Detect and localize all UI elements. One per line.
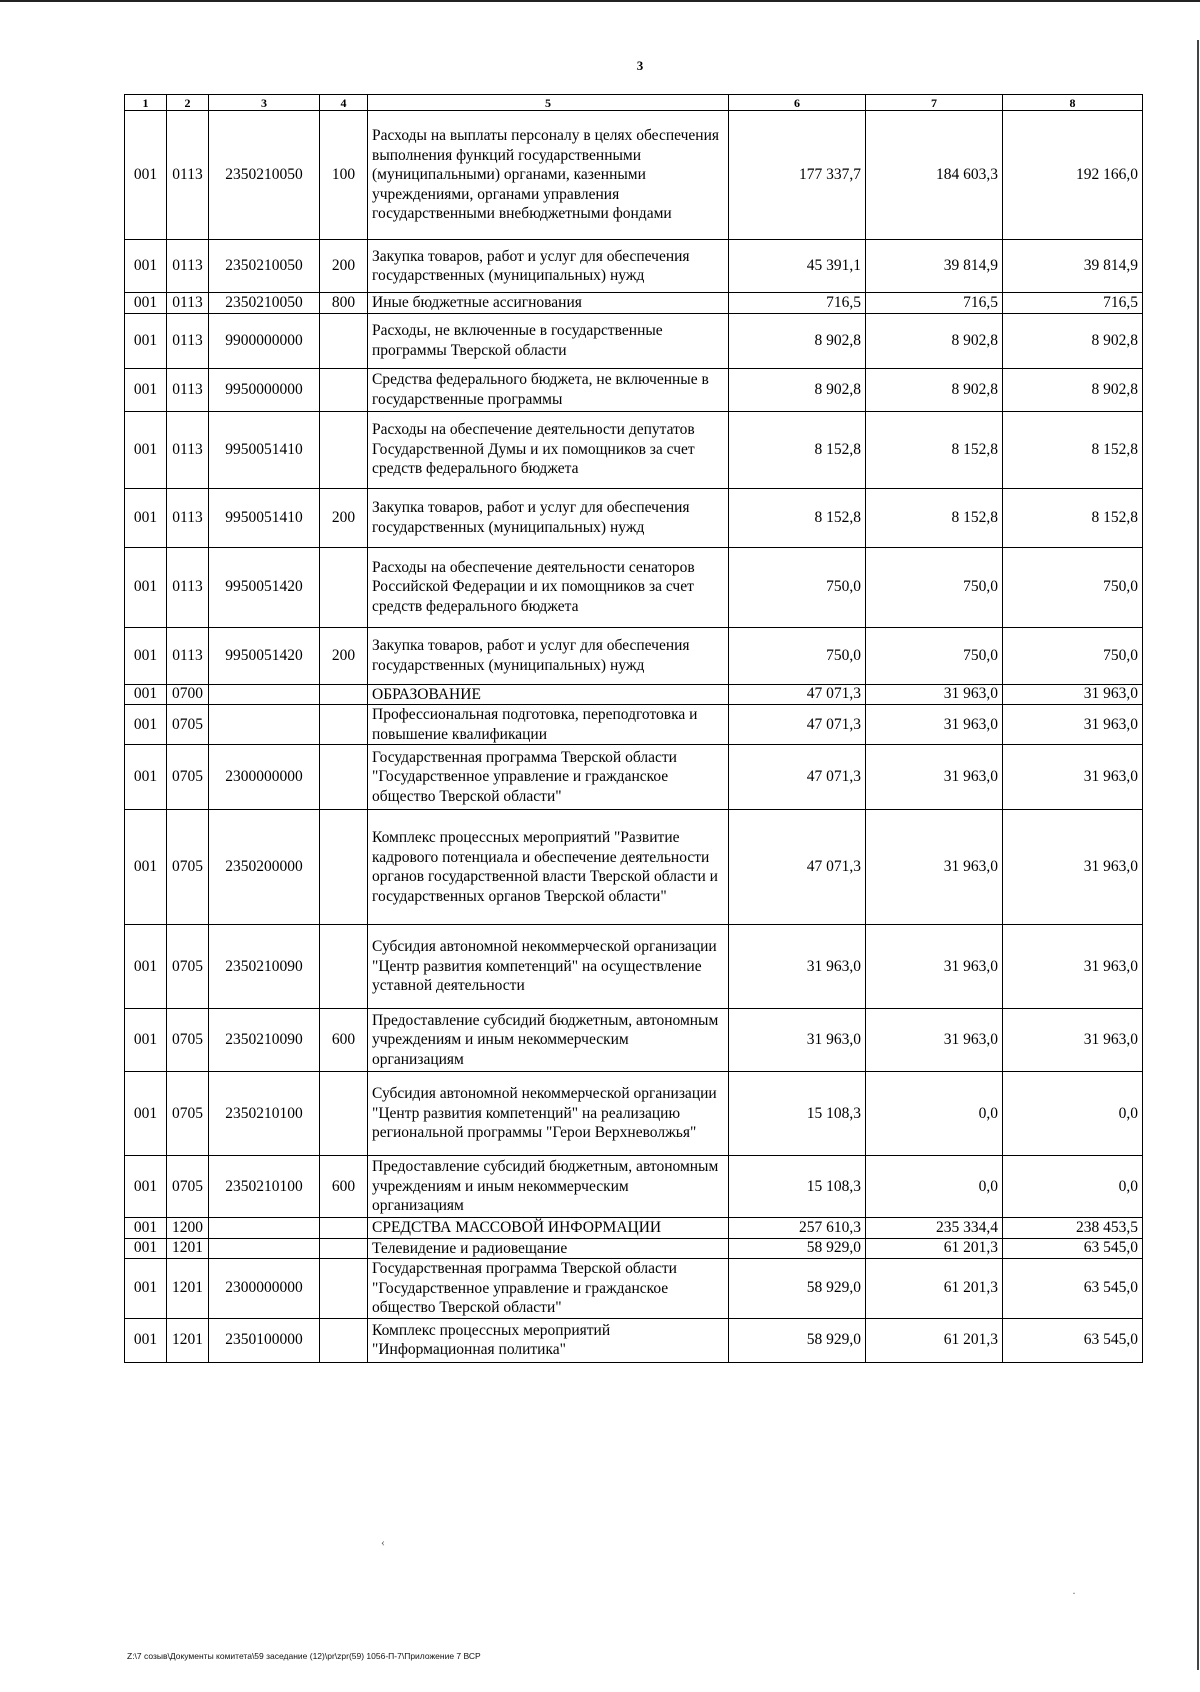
amount-year1-cell: 716,5 [729,293,866,314]
section-code-cell: 1201 [167,1238,209,1259]
amount-year3-cell: 63 545,0 [1003,1238,1143,1259]
amount-year2-cell: 39 814,9 [866,240,1003,293]
section-code-cell: 0113 [167,627,209,684]
table-row [125,293,1143,314]
column-header: 3 [209,95,320,111]
section-code-cell: 0113 [167,488,209,547]
table-row [125,1156,1143,1218]
admin-code-cell: 001 [125,627,167,684]
expense-type-cell: 200 [320,488,368,547]
admin-code-cell: 001 [125,547,167,627]
target-article-cell [209,1238,320,1259]
amount-year3-cell: 750,0 [1003,627,1143,684]
column-header: 5 [368,95,729,111]
table-row [125,111,1143,240]
table-row [125,240,1143,293]
expense-type-cell: 600 [320,1009,368,1072]
admin-code-cell: 001 [125,293,167,314]
table-row [125,313,1143,368]
amount-year3-cell: 8 902,8 [1003,368,1143,411]
table-row [125,368,1143,411]
target-article-cell: 2350100000 [209,1318,320,1362]
section-code-cell: 0705 [167,810,209,925]
target-article-cell: 2350210100 [209,1072,320,1156]
description-cell: Расходы на обеспечение деятельности сенаторов Российской Федерации и их помощников за счет средств федерального бюджета [368,547,729,627]
amount-year1-cell: 58 929,0 [729,1238,866,1259]
admin-code-cell: 001 [125,111,167,240]
description-cell: Субсидия автономной некоммерческой организации "Центр развития компетенций" на реализацию региональной программы "Герои Верхневолжья" [368,1072,729,1156]
scan-mark: · [1072,1586,1076,1600]
amount-year1-cell: 8 152,8 [729,411,866,488]
admin-code-cell: 001 [125,810,167,925]
admin-code-cell: 001 [125,1156,167,1218]
description-cell: ОБРАЗОВАНИЕ [368,684,729,705]
scan-edge-top [0,0,1200,2]
amount-year1-cell: 257 610,3 [729,1218,866,1239]
expense-type-cell: 600 [320,1156,368,1218]
target-article-cell: 2350210090 [209,1009,320,1072]
table-row [125,810,1143,925]
expense-type-cell [320,705,368,745]
amount-year2-cell: 8 152,8 [866,488,1003,547]
section-code-cell: 0705 [167,745,209,810]
amount-year1-cell: 31 963,0 [729,925,866,1009]
amount-year3-cell: 8 152,8 [1003,411,1143,488]
table-row [125,1318,1143,1362]
expense-type-cell [320,684,368,705]
target-article-cell: 9950051410 [209,411,320,488]
amount-year3-cell: 8 152,8 [1003,488,1143,547]
section-code-cell: 0113 [167,368,209,411]
admin-code-cell: 001 [125,368,167,411]
admin-code-cell: 001 [125,1238,167,1259]
target-article-cell [209,705,320,745]
admin-code-cell: 001 [125,1259,167,1319]
target-article-cell: 9900000000 [209,313,320,368]
table-row [125,627,1143,684]
amount-year1-cell: 47 071,3 [729,810,866,925]
section-code-cell: 0113 [167,313,209,368]
section-code-cell: 0113 [167,240,209,293]
target-article-cell: 2300000000 [209,745,320,810]
amount-year3-cell: 31 963,0 [1003,684,1143,705]
section-code-cell: 1200 [167,1218,209,1239]
description-cell: Иные бюджетные ассигнования [368,293,729,314]
amount-year2-cell: 0,0 [866,1072,1003,1156]
amount-year2-cell: 31 963,0 [866,684,1003,705]
amount-year3-cell: 31 963,0 [1003,705,1143,745]
target-article-cell: 9950000000 [209,368,320,411]
expense-type-cell [320,925,368,1009]
section-code-cell: 0705 [167,1072,209,1156]
target-article-cell: 2350200000 [209,810,320,925]
amount-year2-cell: 31 963,0 [866,1009,1003,1072]
description-cell: Закупка товаров, работ и услуг для обеспечения государственных (муниципальных) нужд [368,240,729,293]
target-article-cell: 2350210050 [209,111,320,240]
amount-year2-cell: 750,0 [866,627,1003,684]
expense-type-cell: 100 [320,111,368,240]
expense-type-cell [320,1318,368,1362]
amount-year2-cell: 61 201,3 [866,1318,1003,1362]
target-article-cell: 2350210050 [209,293,320,314]
description-cell: Предоставление субсидий бюджетным, автономным учреждениям и иным некоммерческим организациям [368,1009,729,1072]
description-cell: Закупка товаров, работ и услуг для обеспечения государственных (муниципальных) нужд [368,627,729,684]
amount-year1-cell: 47 071,3 [729,705,866,745]
admin-code-cell: 001 [125,705,167,745]
amount-year2-cell: 235 334,4 [866,1218,1003,1239]
amount-year1-cell: 47 071,3 [729,684,866,705]
section-code-cell: 0113 [167,293,209,314]
description-cell: Государственная программа Тверской области "Государственное управление и гражданское общество Тверской области" [368,745,729,810]
scan-edge-right [1197,40,1199,1670]
target-article-cell: 9950051420 [209,627,320,684]
scan-mark: ‹ [381,1535,385,1549]
description-cell: СРЕДСТВА МАССОВОЙ ИНФОРМАЦИИ [368,1218,729,1239]
amount-year1-cell: 177 337,7 [729,111,866,240]
description-cell: Комплекс процессных мероприятий "Информационная политика" [368,1318,729,1362]
section-code-cell: 0705 [167,1009,209,1072]
admin-code-cell: 001 [125,925,167,1009]
amount-year3-cell: 750,0 [1003,547,1143,627]
amount-year1-cell: 58 929,0 [729,1318,866,1362]
admin-code-cell: 001 [125,411,167,488]
amount-year2-cell: 31 963,0 [866,925,1003,1009]
amount-year2-cell: 61 201,3 [866,1238,1003,1259]
expense-type-cell [320,313,368,368]
table-row [125,1218,1143,1239]
amount-year2-cell: 61 201,3 [866,1259,1003,1319]
column-header: 6 [729,95,866,111]
amount-year1-cell: 31 963,0 [729,1009,866,1072]
table-row [125,925,1143,1009]
section-code-cell: 0113 [167,111,209,240]
section-code-cell: 0113 [167,547,209,627]
amount-year3-cell: 31 963,0 [1003,1009,1143,1072]
amount-year3-cell: 192 166,0 [1003,111,1143,240]
admin-code-cell: 001 [125,240,167,293]
amount-year2-cell: 716,5 [866,293,1003,314]
target-article-cell [209,1218,320,1239]
expense-type-cell [320,1072,368,1156]
description-cell: Средства федерального бюджета, не включенные в государственные программы [368,368,729,411]
table-row [125,411,1143,488]
expense-type-cell: 200 [320,240,368,293]
amount-year1-cell: 58 929,0 [729,1259,866,1319]
table-body [125,111,1143,1363]
column-header: 4 [320,95,368,111]
section-code-cell: 0705 [167,705,209,745]
amount-year1-cell: 750,0 [729,627,866,684]
description-cell: Расходы на выплаты персоналу в целях обеспечения выполнения функций государственными (муниципальными) органами, казенными учреждениями, органами управления государственными внебюджетными фондами [368,111,729,240]
target-article-cell [209,684,320,705]
amount-year3-cell: 238 453,5 [1003,1218,1143,1239]
amount-year3-cell: 716,5 [1003,293,1143,314]
amount-year3-cell: 8 902,8 [1003,313,1143,368]
amount-year2-cell: 750,0 [866,547,1003,627]
table-row [125,1009,1143,1072]
amount-year3-cell: 39 814,9 [1003,240,1143,293]
amount-year1-cell: 15 108,3 [729,1072,866,1156]
description-cell: Профессиональная подготовка, переподготовка и повышение квалификации [368,705,729,745]
footer-file-path: Z:\7 созыв\Документы комитета\59 заседание (12)\pr\zpr(59) 1056-П-7\Приложение 7 ВСР [127,1651,481,1661]
section-code-cell: 0113 [167,411,209,488]
section-code-cell: 0700 [167,684,209,705]
column-header: 2 [167,95,209,111]
target-article-cell: 2350210090 [209,925,320,1009]
page-number: 3 [636,58,644,73]
admin-code-cell: 001 [125,313,167,368]
description-cell: Государственная программа Тверской области "Государственное управление и гражданское общество Тверской области" [368,1259,729,1319]
admin-code-cell: 001 [125,684,167,705]
column-header: 8 [1003,95,1143,111]
amount-year1-cell: 8 902,8 [729,313,866,368]
amount-year1-cell: 8 902,8 [729,368,866,411]
amount-year2-cell: 8 152,8 [866,411,1003,488]
amount-year3-cell: 0,0 [1003,1072,1143,1156]
amount-year2-cell: 31 963,0 [866,745,1003,810]
expense-type-cell: 200 [320,627,368,684]
target-article-cell: 9950051420 [209,547,320,627]
column-header: 7 [866,95,1003,111]
section-code-cell: 1201 [167,1318,209,1362]
table-row [125,684,1143,705]
description-cell: Комплекс процессных мероприятий "Развитие кадрового потенциала и обеспечение деятельности органов государственной власти Тверской области и государственных органов Тверской области" [368,810,729,925]
amount-year1-cell: 45 391,1 [729,240,866,293]
table-row [125,488,1143,547]
table-row [125,1238,1143,1259]
expense-type-cell [320,368,368,411]
amount-year3-cell: 0,0 [1003,1156,1143,1218]
amount-year1-cell: 15 108,3 [729,1156,866,1218]
amount-year2-cell: 31 963,0 [866,705,1003,745]
expense-type-cell [320,411,368,488]
expense-type-cell [320,1259,368,1319]
amount-year3-cell: 63 545,0 [1003,1259,1143,1319]
budget-table [124,94,1143,1363]
description-cell: Расходы на обеспечение деятельности депутатов Государственной Думы и их помощников за счет средств федерального бюджета [368,411,729,488]
table-row [125,1259,1143,1319]
target-article-cell: 2350210050 [209,240,320,293]
description-cell: Субсидия автономной некоммерческой организации "Центр развития компетенций" на осуществление уставной деятельности [368,925,729,1009]
target-article-cell: 2350210100 [209,1156,320,1218]
amount-year3-cell: 31 963,0 [1003,925,1143,1009]
amount-year2-cell: 31 963,0 [866,810,1003,925]
description-cell: Предоставление субсидий бюджетным, автономным учреждениям и иным некоммерческим организациям [368,1156,729,1218]
expense-type-cell [320,547,368,627]
amount-year3-cell: 31 963,0 [1003,810,1143,925]
column-header: 1 [125,95,167,111]
admin-code-cell: 001 [125,745,167,810]
amount-year3-cell: 63 545,0 [1003,1318,1143,1362]
amount-year2-cell: 0,0 [866,1156,1003,1218]
header-row [125,95,1143,111]
amount-year2-cell: 8 902,8 [866,313,1003,368]
expense-type-cell [320,810,368,925]
expense-type-cell [320,745,368,810]
amount-year3-cell: 31 963,0 [1003,745,1143,810]
description-cell: Расходы, не включенные в государственные программы Тверской области [368,313,729,368]
section-code-cell: 1201 [167,1259,209,1319]
table-row [125,547,1143,627]
table-row [125,1072,1143,1156]
target-article-cell: 2300000000 [209,1259,320,1319]
amount-year1-cell: 47 071,3 [729,745,866,810]
description-cell: Закупка товаров, работ и услуг для обеспечения государственных (муниципальных) нужд [368,488,729,547]
expense-type-cell [320,1218,368,1239]
expense-type-cell: 800 [320,293,368,314]
admin-code-cell: 001 [125,1072,167,1156]
target-article-cell: 9950051410 [209,488,320,547]
amount-year2-cell: 8 902,8 [866,368,1003,411]
table-row [125,705,1143,745]
section-code-cell: 0705 [167,925,209,1009]
admin-code-cell: 001 [125,488,167,547]
expense-type-cell [320,1238,368,1259]
table-row [125,745,1143,810]
amount-year1-cell: 750,0 [729,547,866,627]
amount-year2-cell: 184 603,3 [866,111,1003,240]
amount-year1-cell: 8 152,8 [729,488,866,547]
section-code-cell: 0705 [167,1156,209,1218]
admin-code-cell: 001 [125,1218,167,1239]
admin-code-cell: 001 [125,1318,167,1362]
description-cell: Телевидение и радиовещание [368,1238,729,1259]
admin-code-cell: 001 [125,1009,167,1072]
